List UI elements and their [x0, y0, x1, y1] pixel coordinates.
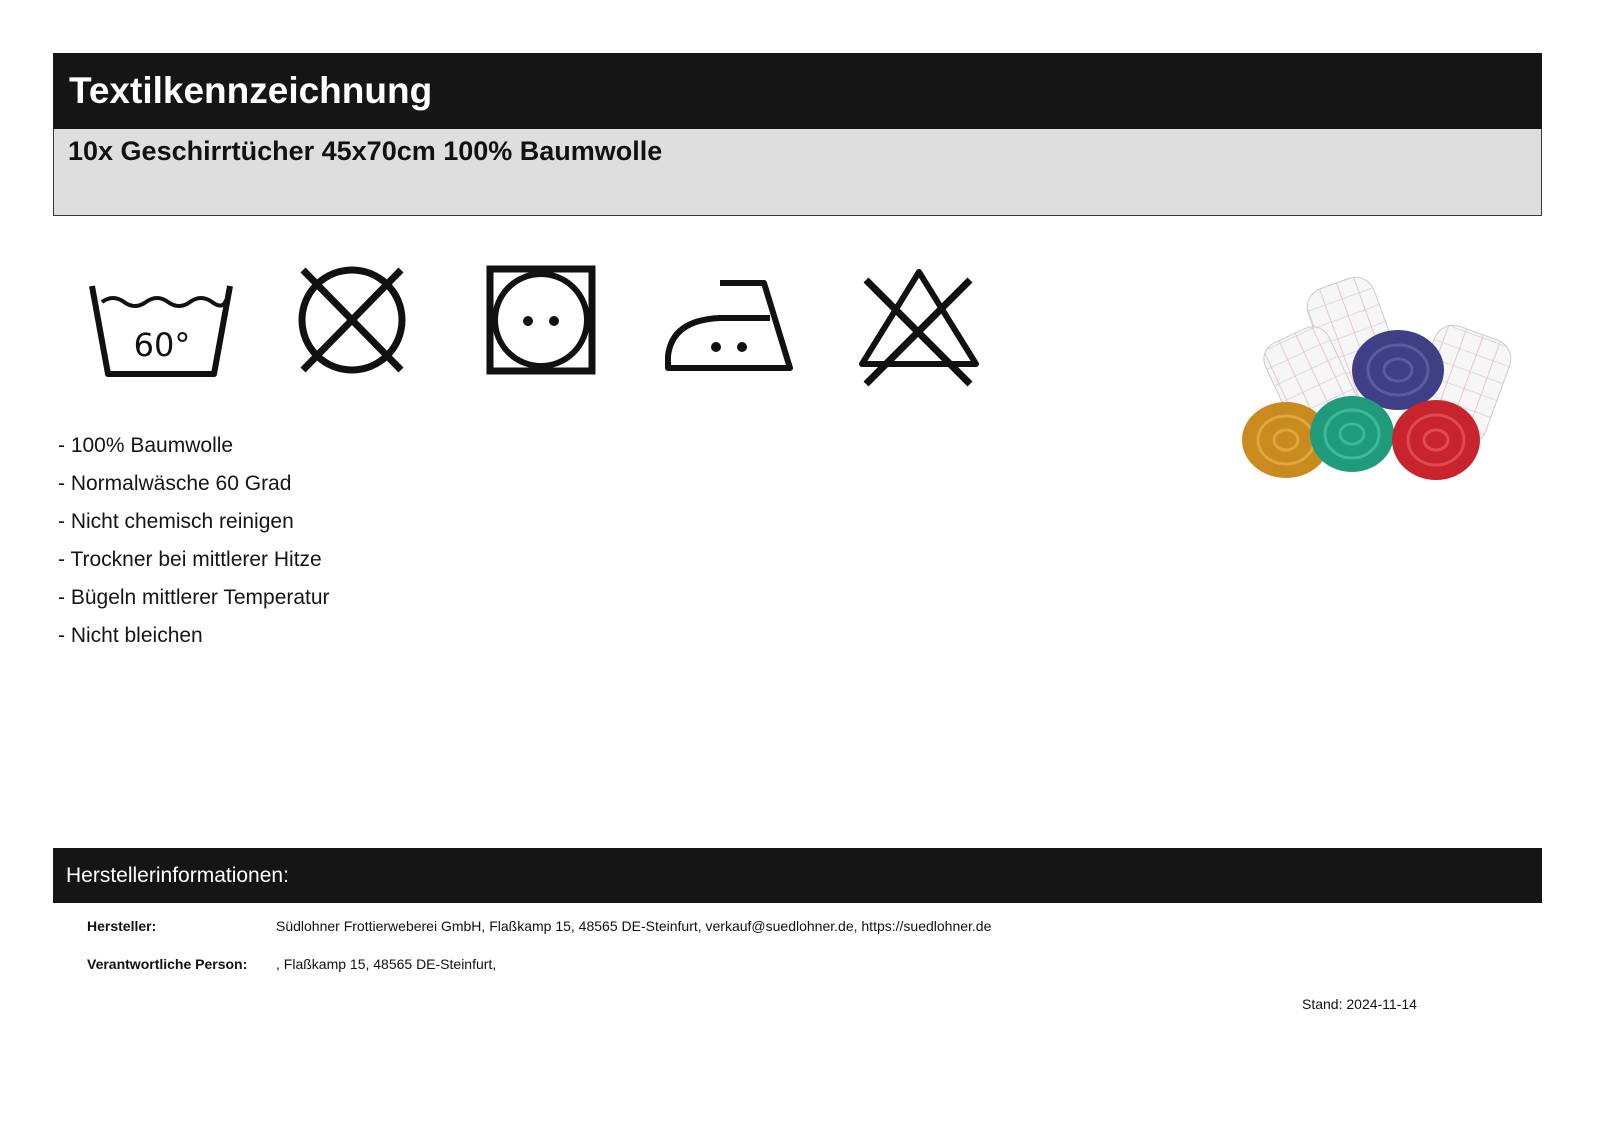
wash-60-icon	[88, 282, 236, 378]
tumble-dry-medium-icon	[486, 265, 596, 375]
manufacturer-label: Hersteller:	[87, 918, 157, 934]
care-instruction: - Bügeln mittlerer Temperatur	[58, 586, 330, 609]
manufacturer-section-title: Herstellerinformationen:	[53, 848, 1542, 903]
iron-medium-icon	[664, 278, 796, 376]
product-photo	[1240, 270, 1540, 500]
responsible-person-label: Verantwortliche Person:	[87, 956, 248, 972]
care-instruction: - Trockner bei mittlerer Hitze	[58, 548, 322, 571]
care-instruction: - Normalwäsche 60 Grad	[58, 472, 292, 495]
manufacturer-value: Südlohner Frottierweberei GmbH, Flaßkamp 15, 48565 DE-Steinfurt, verkauf@suedlohner.de, https://suedlohner.de	[276, 918, 992, 934]
care-instructions-list	[58, 434, 330, 662]
product-title-box	[53, 129, 1542, 216]
responsible-person-value: , Flaßkamp 15, 48565 DE-Steinfurt,	[276, 956, 497, 972]
no-dry-clean-icon	[295, 264, 409, 376]
no-bleach-icon	[856, 266, 982, 392]
revision-date: Stand: 2024-11-14	[1302, 996, 1417, 1012]
care-instruction: - Nicht chemisch reinigen	[58, 510, 294, 533]
wash-temperature-label: 60°	[133, 326, 191, 364]
care-instruction: - 100% Baumwolle	[58, 434, 234, 457]
care-instruction: - Nicht bleichen	[58, 624, 203, 647]
page-title: Textilkennzeichnung	[53, 53, 1542, 129]
product-title: 10x Geschirrtücher 45x70cm 100% Baumwolle	[68, 136, 663, 166]
